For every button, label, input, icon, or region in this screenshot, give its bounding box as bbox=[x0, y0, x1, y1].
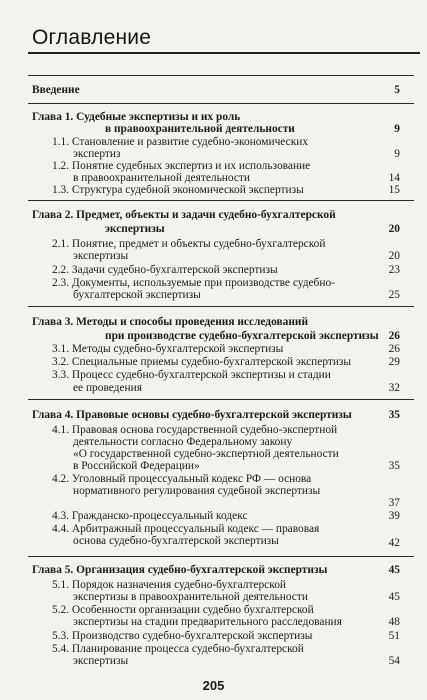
chapter-3-title-cont: при производстве судебно-бухгалтерской экспертизы bbox=[105, 330, 379, 342]
section-5-2-cont: экспертизы на стадии предварительного расследования bbox=[73, 616, 342, 628]
section-4-4-cont: основа судебно-бухгалтерской экспертизы bbox=[73, 535, 279, 547]
section-1-2-cont: в правоохранительной деятельности bbox=[73, 172, 250, 184]
chapter-5-title: Глава 5. Организация судебно-бухгалтерской экспертизы bbox=[32, 564, 328, 576]
chapter-4-title: Глава 4. Правовые основы судебно-бухгалтерской экспертизы bbox=[32, 409, 352, 421]
section-5-2: 5.2. Особенности организации судебно бухгалтерской bbox=[52, 604, 314, 616]
section-4-2: 4.2. Уголовный процессуальный кодекс РФ — основа bbox=[52, 473, 312, 485]
section-2-3-page: 25 bbox=[388, 289, 400, 301]
divider bbox=[28, 399, 414, 400]
section-4-3-page: 39 bbox=[388, 510, 400, 522]
chapter-1-page: 9 bbox=[394, 123, 400, 135]
chapter-1-title: Глава 1. Судебные экспертизы и их роль bbox=[32, 111, 241, 123]
section-4-2-page: 37 bbox=[388, 497, 400, 509]
section-4-4: 4.4. Арбитражный процессуальный кодекс — правовая bbox=[52, 523, 320, 535]
section-2-1: 2.1. Понятие, предмет и объекты судебно-бухгалтерской bbox=[52, 238, 326, 250]
section-3-2-page: 29 bbox=[388, 356, 400, 368]
section-3-1-page: 26 bbox=[388, 343, 400, 355]
section-2-2: 2.2. Задачи судебно-бухгалтерской экспертизы bbox=[52, 264, 278, 276]
section-4-1: 4.1. Правовая основа государственной судебно-экспертной bbox=[52, 424, 338, 436]
section-5-1-page: 45 bbox=[388, 591, 400, 603]
divider bbox=[28, 103, 414, 104]
section-3-1: 3.1. Методы судебно-бухгалтерской экспертизы bbox=[52, 343, 284, 355]
section-2-3: 2.3. Документы, используемые при производстве судебно- bbox=[52, 277, 335, 289]
chapter-3-page: 26 bbox=[388, 330, 400, 342]
divider bbox=[28, 306, 414, 307]
section-5-3: 5.3. Производство судебно-бухгалтерской экспертизы bbox=[52, 630, 313, 642]
section-1-1: 1.1. Становление и развитие судебно-экономических bbox=[52, 136, 309, 148]
chapter-5-page: 45 bbox=[388, 564, 400, 576]
section-5-4-cont: экспертизы bbox=[73, 655, 129, 667]
section-2-1-page: 20 bbox=[388, 250, 400, 262]
section-4-4-page: 42 bbox=[388, 537, 400, 549]
section-4-1-cont-3: в Российской Федерации» bbox=[73, 460, 200, 472]
divider bbox=[28, 556, 414, 557]
section-5-4-page: 54 bbox=[388, 655, 400, 667]
section-2-2-page: 23 bbox=[388, 264, 400, 276]
section-1-3: 1.3. Структура судебной экономической экспертизы bbox=[52, 184, 304, 196]
title-rule bbox=[28, 52, 420, 54]
section-5-1-cont: экспертизы в правоохранительной деятельности bbox=[73, 591, 308, 603]
divider bbox=[28, 200, 414, 201]
section-4-3: 4.3. Гражданско-процессуальный кодекс bbox=[52, 510, 248, 522]
section-3-2: 3.2. Специальные приемы судебно-бухгалтерской экспертизы bbox=[52, 356, 352, 368]
section-3-3-page: 32 bbox=[388, 382, 400, 394]
chapter-1-title-cont: в правоохранительной деятельности bbox=[105, 123, 295, 135]
page-number: 205 bbox=[202, 678, 225, 693]
section-3-3: 3.3. Процесс судебно-бухгалтерской экспертизы и стадии bbox=[52, 369, 331, 381]
section-1-2: 1.2. Понятие судебных экспертиз и их использование bbox=[52, 160, 311, 172]
section-5-3-page: 51 bbox=[388, 630, 400, 642]
section-3-3-cont: ее проведения bbox=[73, 382, 142, 394]
chapter-2-title: Глава 2. Предмет, объекты и задачи судебно-бухгалтерской bbox=[32, 209, 336, 221]
chapter-2-page: 20 bbox=[388, 223, 400, 235]
section-1-2-page: 14 bbox=[388, 172, 400, 184]
page-title: Оглавление bbox=[32, 26, 152, 49]
toc-intro-label: Введение bbox=[32, 84, 80, 96]
toc-intro-page: 5 bbox=[394, 84, 400, 96]
divider bbox=[28, 75, 414, 76]
section-2-3-cont: бухгалтерской экспертизы bbox=[73, 289, 201, 301]
chapter-4-page: 35 bbox=[388, 409, 400, 421]
chapter-3-title: Глава 3. Методы и способы проведения исследований bbox=[32, 316, 309, 328]
section-5-2-page: 48 bbox=[388, 616, 400, 628]
section-4-1-cont-2: «О государственной судебно-экспертной деятельности bbox=[73, 448, 339, 460]
section-5-1: 5.1. Порядок назначения судебно-бухгалтерской bbox=[52, 579, 286, 591]
section-4-1-page: 35 bbox=[388, 460, 400, 472]
section-1-1-page: 9 bbox=[394, 148, 400, 160]
section-1-3-page: 15 bbox=[388, 184, 400, 196]
chapter-2-title-cont: экспертизы bbox=[105, 223, 165, 235]
section-4-2-cont: нормативного регулирования судебной экспертизы bbox=[73, 485, 321, 497]
section-2-1-cont: экспертизы bbox=[73, 250, 129, 262]
section-1-1-cont: экспертиз bbox=[73, 148, 121, 160]
section-4-1-cont-1: деятельности согласно Федеральному закону bbox=[73, 436, 293, 448]
section-5-4: 5.4. Планирование процесса судебно-бухгалтерской bbox=[52, 643, 304, 655]
